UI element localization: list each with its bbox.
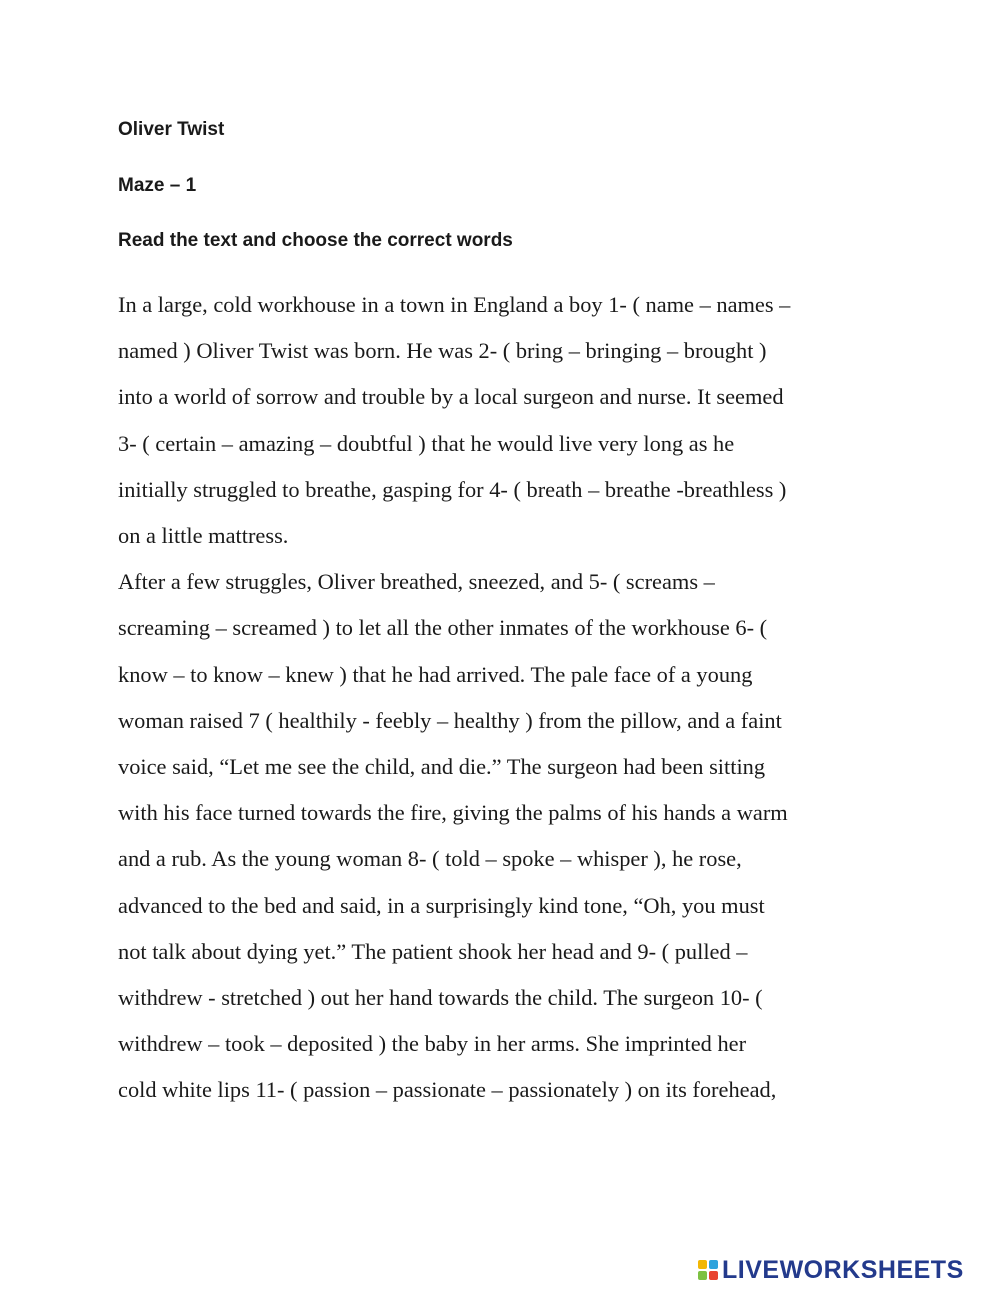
passage-line: and a rub. As the young woman 8- ( told – spoke – whisper ), he rose, <box>118 846 742 872</box>
passage-line: with his face turned towards the fire, giving the palms of his hands a warm <box>118 800 788 826</box>
passage-line: on a little mattress. <box>118 523 289 549</box>
passage <box>118 282 898 1114</box>
passage-line: voice said, “Let me see the child, and die.” The surgeon had been sitting <box>118 754 766 780</box>
page-title: Oliver Twist <box>118 119 225 140</box>
logo-square <box>709 1271 718 1280</box>
logo-square <box>698 1271 707 1280</box>
liveworksheets-logo <box>698 1256 964 1284</box>
passage-line: named ) Oliver Twist was born. He was 2- ( bring – bringing – brought ) <box>118 338 767 364</box>
passage-line: After a few struggles, Oliver breathed, sneezed, and 5- ( screams – <box>118 569 715 595</box>
page-subtitle: Maze – 1 <box>118 175 197 196</box>
logo-square <box>709 1260 718 1269</box>
logo-text: LIVEWORKSHEETS <box>722 1255 964 1284</box>
passage-line: In a large, cold workhouse in a town in England a boy 1- ( name – names – <box>118 292 791 317</box>
passage-line: withdrew – took – deposited ) the baby in her arms. She imprinted her <box>118 1031 747 1057</box>
passage-line: withdrew - stretched ) out her hand towards the child. The surgeon 10- ( <box>118 985 763 1011</box>
passage-line: initially struggled to breathe, gasping for 4- ( breath – breathe -breathless ) <box>118 476 787 502</box>
passage-line: woman raised 7 ( healthily - feebly – healthy ) from the pillow, and a faint <box>118 707 782 733</box>
passage-line: 3- ( certain – amazing – doubtful ) that he would live very long as he <box>118 430 735 456</box>
passage-line: know – to know – knew ) that he had arrived. The pale face of a young <box>118 661 753 687</box>
passage-line: into a world of sorrow and trouble by a local surgeon and nurse. It seemed <box>118 384 784 410</box>
instructions: Read the text and choose the correct words <box>118 230 513 251</box>
logo-square <box>698 1260 707 1269</box>
logo-mark-icon <box>698 1260 718 1280</box>
passage-line: advanced to the bed and said, in a surprisingly kind tone, “Oh, you must <box>118 892 765 918</box>
passage-line: screaming – screamed ) to let all the other inmates of the workhouse 6- ( <box>118 615 768 641</box>
passage-line: not talk about dying yet.” The patient shook her head and 9- ( pulled – <box>118 938 748 964</box>
passage-line: cold white lips 11- ( passion – passionate – passionately ) on its forehead, <box>118 1077 777 1103</box>
